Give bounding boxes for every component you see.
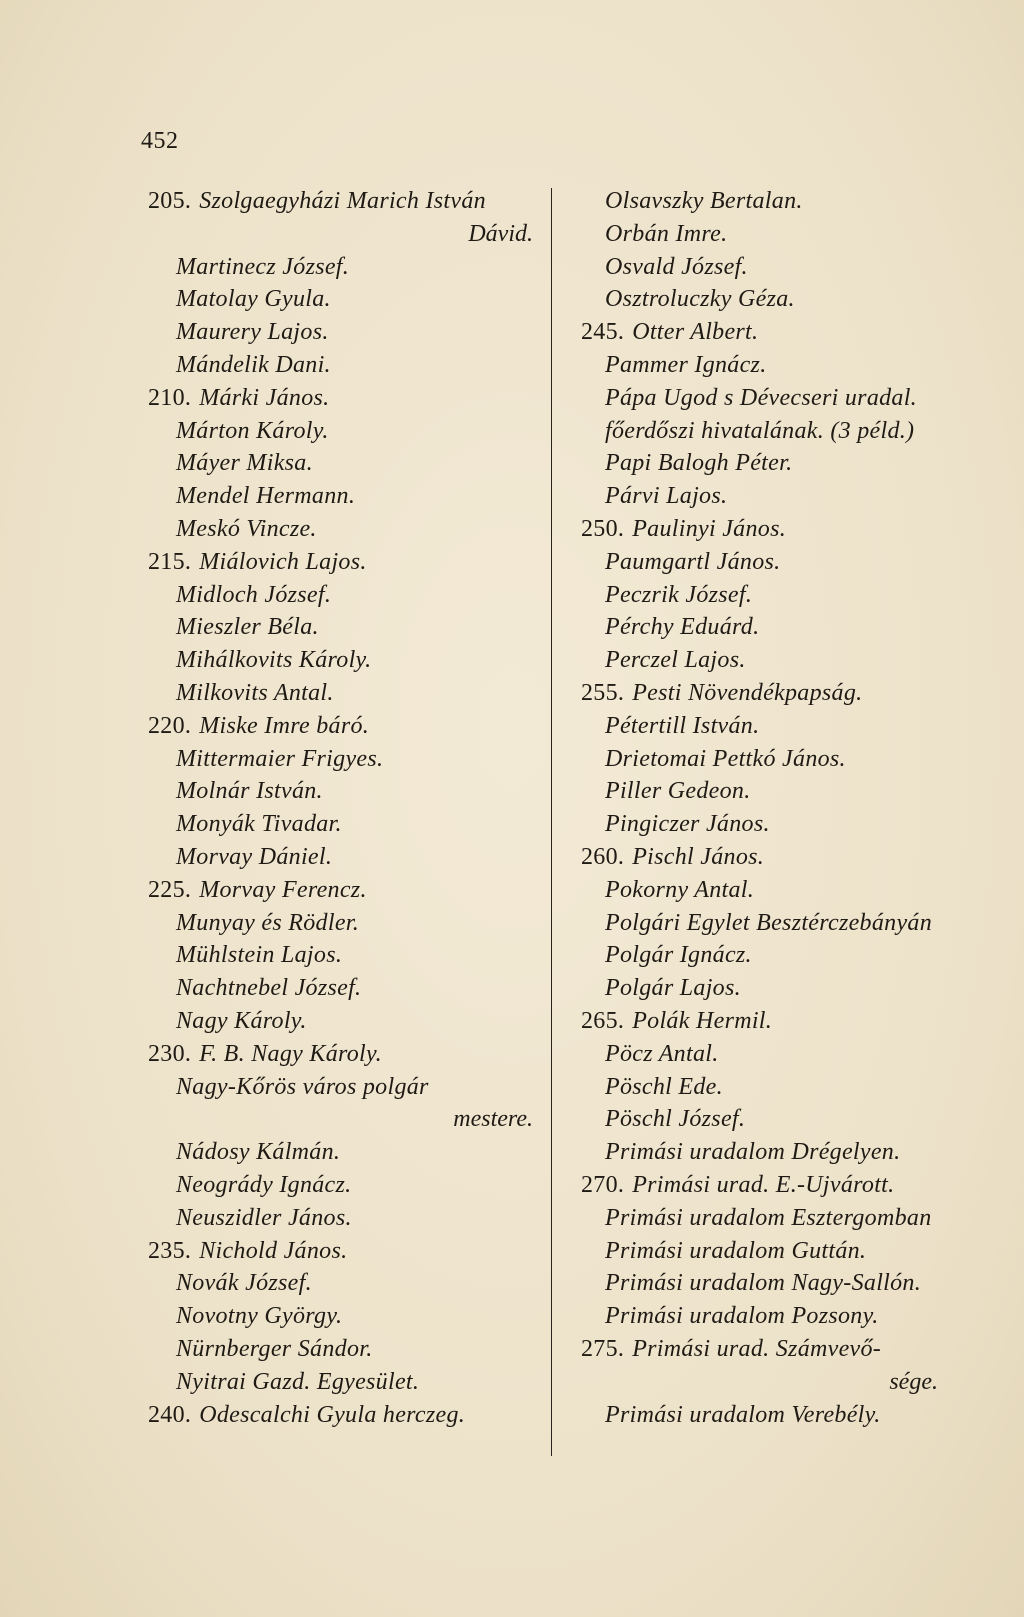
list-item [605, 1300, 879, 1332]
list-item [148, 1038, 382, 1070]
entry-name: Pápa Ugod s Dévecseri uradal. [605, 384, 917, 411]
entry-name: Novotny György. [176, 1303, 343, 1330]
entry-name: Meskó Vincze. [176, 516, 317, 542]
entry-name: Osztroluczky Géza. [605, 286, 795, 313]
list-item [176, 644, 371, 676]
list-item [605, 349, 767, 381]
entry-name: Nichold János. [199, 1237, 348, 1264]
list-item [605, 1103, 745, 1135]
entry-name: Márton Károly. [176, 417, 329, 444]
entry-name: Primási urad. Számvevő- [632, 1336, 882, 1362]
list-item [176, 283, 331, 315]
entry-name: Pesti Növendékpapság. [632, 680, 863, 706]
list-item [176, 1136, 340, 1168]
list-item [605, 546, 780, 578]
entry-name: Mittermaier Frigyes. [176, 745, 384, 772]
entry-number: 245. [581, 319, 625, 346]
entry-name: Martinecz József. [176, 253, 350, 280]
entry-number: 255. [581, 680, 625, 706]
entry-number: 260. [581, 844, 625, 870]
list-item [605, 1202, 932, 1234]
entry-name: Nyitrai Gazd. Egyesület. [176, 1368, 420, 1395]
entry-number: 270. [581, 1172, 625, 1198]
entry-number: 275. [581, 1336, 625, 1362]
entry-name: Pöcz Antal. [605, 1040, 719, 1067]
entry-name: Orbán Imre. [605, 220, 728, 247]
list-item [148, 185, 486, 217]
list-item [176, 611, 319, 643]
list-item [176, 1366, 419, 1398]
list-item [605, 1399, 881, 1431]
entry-name: Primási urad. E.-Ujvárott. [632, 1172, 895, 1198]
entry-name: Primási uradalom Esztergomban [605, 1204, 932, 1231]
entry-name: Milkovits Antal. [176, 680, 334, 706]
entry-name: Primási uradalom Guttán. [605, 1237, 867, 1264]
entry-name: Szolgaegyházi Marich István [199, 188, 486, 214]
entry-name: Polák Hermil. [632, 1008, 773, 1034]
entry-continuation: mestere. [453, 1106, 533, 1133]
list-item [176, 841, 332, 873]
list-item [176, 480, 355, 512]
list-item [605, 775, 751, 807]
entry-name: Nürnberger Sándor. [176, 1336, 373, 1362]
entry-name: Mieszler Béla. [176, 614, 319, 641]
entry-name: Morvay Ferencz. [199, 876, 367, 903]
column-divider [551, 188, 552, 1456]
entry-name: Pingiczer János. [605, 811, 770, 838]
entry-name: Olsavszky Bertalan. [605, 188, 803, 214]
entry-name: Morvay Dániel. [176, 844, 333, 870]
list-item [605, 185, 803, 217]
list-item [581, 1169, 894, 1201]
entry-name: Odescalchi Gyula herczeg. [199, 1401, 466, 1428]
list-item [605, 874, 754, 906]
entry-name: Primási uradalom Drégelyen. [605, 1139, 901, 1166]
entry-name: főerdőszi hivatalának. (3 péld.) [605, 417, 915, 444]
list-item [148, 382, 329, 414]
entry-name: Miálovich Lajos. [199, 548, 367, 575]
entry-name: Mihálkovits Károly. [176, 647, 372, 674]
entry-name: Peczrik József. [605, 581, 753, 608]
list-item [581, 841, 764, 873]
entry-number: 265. [581, 1008, 625, 1034]
list-item [605, 579, 752, 611]
entry-name: Papi Balogh Péter. [605, 450, 793, 477]
list-item [148, 710, 369, 742]
entry-name: Nagy-Kőrös város polgár [176, 1073, 429, 1100]
entry-name: Molnár István. [176, 778, 323, 805]
entry-name: Pöschl Ede. [605, 1073, 723, 1100]
entry-name: Primási uradalom Pozsony. [605, 1303, 879, 1330]
list-item [605, 808, 770, 840]
entry-name: Pérchy Eduárd. [605, 614, 760, 641]
entry-name: Mendel Hermann. [176, 483, 356, 510]
entry-number: 250. [581, 516, 625, 542]
list-item [148, 1235, 347, 1267]
entry-name: Pammer Ignácz. [605, 352, 767, 378]
entry-name: Párvi Lajos. [605, 483, 728, 510]
entry-number: 215. [148, 548, 192, 575]
entry-name: Polgár Lajos. [605, 975, 741, 1002]
entry-name: Paumgartl János. [605, 548, 781, 575]
entry-name: Máyer Miksa. [176, 450, 313, 477]
entry-name: Drietomai Pettkó János. [605, 745, 846, 772]
page-number: 452 [141, 128, 179, 154]
entry-name: Monyák Tivadar. [176, 811, 342, 838]
list-item [605, 218, 727, 250]
list-item [605, 907, 932, 939]
list-item [176, 1267, 312, 1299]
entry-name: Munyay és Rödler. [176, 909, 360, 936]
list-item [581, 513, 786, 545]
entry-name: Paulinyi János. [632, 516, 787, 542]
entry-continuation: sége. [889, 1368, 938, 1395]
list-item [148, 1399, 465, 1431]
list-item [176, 1300, 342, 1332]
list-item [148, 546, 367, 578]
entry-name: Miske Imre báró. [199, 712, 370, 739]
list-item [176, 677, 334, 709]
list-item [176, 447, 313, 479]
list-item [176, 349, 331, 381]
entry-name: Pétertill István. [605, 712, 760, 739]
list-item [605, 1235, 866, 1267]
entry-name: Perczel Lajos. [605, 647, 746, 674]
entry-name: Novák József. [176, 1270, 312, 1297]
list-item [176, 579, 331, 611]
list-item [176, 775, 323, 807]
list-item [176, 513, 317, 545]
list-item [605, 415, 914, 447]
entry-name: Primási uradalom Nagy-Sallón. [605, 1270, 922, 1297]
list-item [605, 939, 752, 971]
entry-name: Mándelik Dani. [176, 352, 331, 378]
list-item [605, 480, 727, 512]
list-item [176, 939, 342, 971]
list-item [605, 644, 746, 676]
list-item [176, 907, 359, 939]
entry-name: Nagy Károly. [176, 1008, 307, 1034]
list-item [605, 1267, 921, 1299]
list-item [176, 1071, 429, 1103]
entry-name: Nachtnebel József. [176, 975, 362, 1002]
entry-name: Matolay Gyula. [176, 286, 331, 313]
entry-name: Maurery Lajos. [176, 319, 329, 346]
entry-name: Polgári Egylet Besztérczebányán [605, 909, 932, 936]
list-item [605, 447, 792, 479]
entry-name: Neogrády Ignácz. [176, 1172, 352, 1198]
entry-number: 205. [148, 188, 192, 214]
entry-name: Midloch József. [176, 581, 332, 608]
list-item [176, 743, 383, 775]
entry-name: Pöschl József. [605, 1106, 746, 1133]
list-item [605, 710, 759, 742]
list-item [176, 1333, 373, 1365]
entry-name: Pokorny Antal. [605, 876, 755, 903]
list-item [605, 611, 759, 643]
entry-name: Osvald József. [605, 253, 748, 280]
entry-name: Polgár Ignácz. [605, 942, 752, 969]
entry-name: Piller Gedeon. [605, 778, 751, 805]
list-item [605, 743, 846, 775]
list-item [176, 972, 361, 1004]
entry-number: 210. [148, 384, 192, 411]
entry-name: Márki János. [199, 384, 330, 411]
list-item [176, 808, 342, 840]
list-item [605, 283, 795, 315]
list-item [605, 1136, 900, 1168]
list-item [176, 1202, 352, 1234]
entry-number: 220. [148, 712, 192, 739]
entry-number: 235. [148, 1237, 192, 1264]
entry-name: Otter Albert. [632, 319, 759, 346]
list-item [176, 316, 329, 348]
entry-name: Nádosy Kálmán. [176, 1139, 341, 1166]
entry-name: Primási uradalom Verebély. [605, 1401, 881, 1428]
entry-name: Pischl János. [632, 844, 765, 870]
entry-number: 225. [148, 876, 192, 903]
list-item [148, 874, 367, 906]
list-item [605, 972, 741, 1004]
entry-name: Mühlstein Lajos. [176, 942, 343, 969]
list-item [605, 1071, 723, 1103]
list-item [605, 251, 748, 283]
list-item [176, 415, 329, 447]
entry-number: 240. [148, 1401, 192, 1428]
list-item [581, 1005, 772, 1037]
list-item [176, 1005, 307, 1037]
list-item [605, 1038, 719, 1070]
list-item [581, 1333, 881, 1365]
list-item [581, 316, 758, 348]
entry-name: Neuszidler János. [176, 1204, 352, 1231]
list-item [176, 1169, 351, 1201]
entry-continuation: Dávid. [468, 220, 533, 247]
entry-name: F. B. Nagy Károly. [199, 1040, 382, 1067]
list-item [176, 251, 349, 283]
list-item [581, 677, 862, 709]
entry-number: 230. [148, 1040, 192, 1067]
list-item [605, 382, 917, 414]
